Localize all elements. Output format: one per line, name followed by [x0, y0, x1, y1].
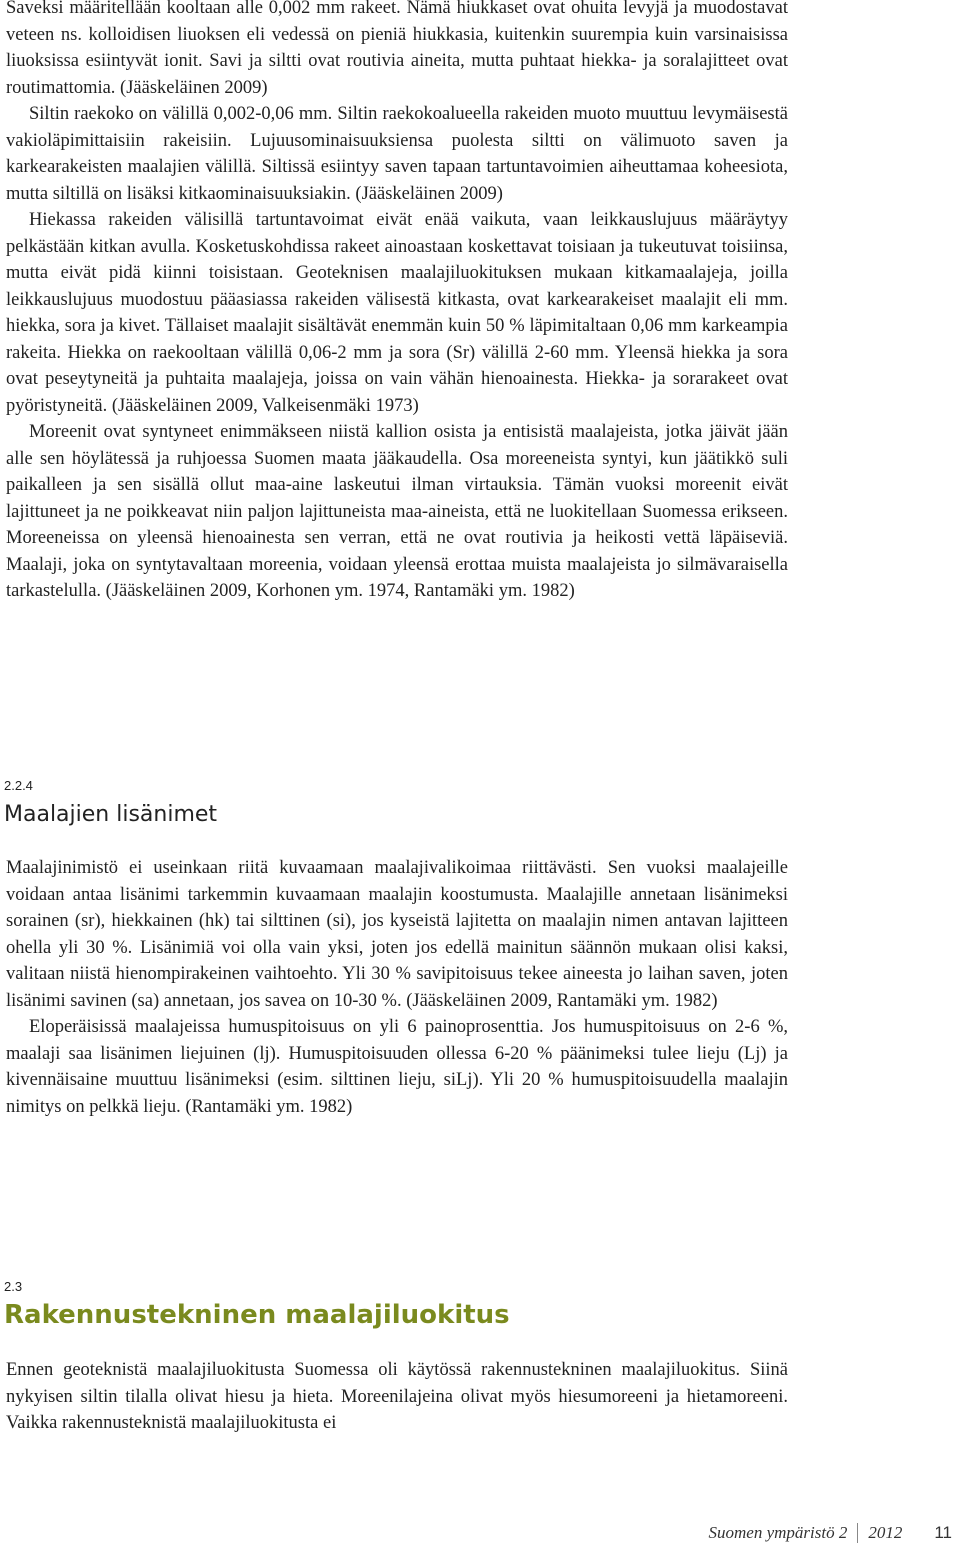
body-text-section-2-2-4	[6, 855, 788, 1120]
section-number-2-2-4: 2.2.4	[4, 778, 33, 793]
paragraph-eloperaiset: Eloperäisissä maalajeissa humuspitoisuus on yli 6 painoprosenttia. Jos humuspitoisuus on 2-6 %, maalaji saa lisänimen liejuinen (lj). Humuspitoisuuden ollessa 6-20 % päänimeksi tulee lieju (Lj) ja kivennäisaine muuttuu lisänimeksi (esim. silttinen lieju, siLj). Yli 20 % humuspitoisuudella maalajin nimitys on pelkkä lieju. (Rantamäki ym. 1982)	[6, 1017, 788, 1117]
paragraph-moraine: Moreenit ovat syntyneet enimmäkseen niistä kallion osista ja entisistä maalajeista, jotka jäivät jään alle sen höylätessä ja ruhjoessa Suomen maata jääkaudella. Osa moreeneista syntyi, kun jäätikkö suli paikalleen ja sen sisällä ollut maa-aine laskeutui ilman virtauksia. Tämän vuoksi moreenit eivät lajittuneet ja ne poikkeavat niin paljon lajittuneista maa-aineista, että ne luokitellaan Suomessa erikseen. Moreeneissa on yleensä hienoainesta sen verran, että ne ovat routivia ja heikosti vettä läpäiseviä. Maalaji, joka on syntytavaltaan moreenia, voidaan yleensä erottaa muista maalajeista jo silmävaraisella tarkastelulla. (Jääskeläinen 2009, Korhonen ym. 1974, Rantamäki ym. 1982)	[6, 422, 788, 601]
section-heading-rakennustekninen: Rakennustekninen maalajiluokitus	[4, 1300, 510, 1330]
footer-publication: Suomen ympäristö 2	[708, 1523, 848, 1542]
section-heading-maalajien-lisanimet: Maalajien lisänimet	[4, 802, 218, 827]
paragraph-silt: Siltin raekoko on välillä 0,002-0,06 mm. Siltin raekokoalueella rakeiden muoto muuttuu levymäisestä vakioläpimittaisiin rakeisiin. Lujuusominaisuuksiensa puolesta siltti on välimuoto saven ja karkearakeisten maalajien välillä. Siltissä esiintyy saven tapaan tartuntavoimien aiheuttamaa koheesiota, mutta siltillä on lisäksi kitkaominaisuuksiakin. (Jääskeläinen 2009)	[6, 104, 788, 204]
footer-year: 2012	[868, 1523, 903, 1542]
page-footer	[709, 1523, 952, 1543]
paragraph-rakennustekninen: Ennen geoteknistä maalajiluokitusta Suomessa oli käytössä rakennustekninen maalajiluokitus. Siinä nykyisen siltin tilalla olivat hiesu ja hieta. Moreenilajeina olivat myös hiesumoreeni ja hietamoreeni. Vaikka rakennusteknistä maalajiluokitusta ei	[6, 1360, 788, 1433]
footer-separator	[857, 1523, 858, 1543]
footer-page-number: 11	[934, 1523, 952, 1542]
paragraph-sand: Hiekassa rakeiden välisillä tartuntavoimat eivät enää vaikuta, vaan leikkauslujuus määräytyy pelkästään kitkan avulla. Kosketuskohdissa rakeet ainoastaan koskettavat toisiaan ja tukeutuvat toisiinsa, mutta eivät pidä kiinni toisistaan. Geoteknisen maalajiluokituksen mukaan kitkamaalajeja, joilla leikkauslujuus muodostuu pääasiassa rakeiden välisestä kitkasta, ovat karkearakeiset maalajit eli mm. hiekka, sora ja kivet. Tällaiset maalajit sisältävät enemmän kuin 50 % läpimitaltaan 0,06 mm karkeampia rakeita. Hiekka on raekooltaan välillä 0,06-2 mm ja sora (Sr) välillä 2-60 mm. Yleensä hiekka ja sora ovat peseytyneitä ja puhtaita maalajeja, joissa on vain vähän hienoainesta. Hiekka- ja sorarakeet ovat pyöristyneitä. (Jääskeläinen 2009, Valkeisenmäki 1973)	[6, 210, 788, 416]
body-text-section-2-3	[6, 1357, 788, 1437]
paragraph-lisanimet: Maalajinimistö ei useinkaan riitä kuvaamaan maalajivalikoimaa riittävästi. Sen vuoksi maalajeille voidaan antaa lisänimi tarkemmin kuvaamaan maalajin koostumusta. Maalajille annetaan lisänimeksi sorainen (sr), hiekkainen (hk) tai silttinen (si), jos kyseistä lajitetta on maalajin nimen antavan lajitteen ohella yli 30 %. Lisänimiä voi olla vain yksi, joten jos edellä mainitun säännön mukaan olisi kaksi, valitaan niistä hienompirakeinen vaihtoehto. Yli 30 % savipitoisuus tekee aineesta jo laihan saven, joten lisänimi savinen (sa) annetaan, jos savea on 10-30 %. (Jääskeläinen 2009, Rantamäki ym. 1982)	[6, 858, 788, 1011]
body-text-top	[6, 0, 788, 605]
section-number-2-3: 2.3	[4, 1279, 23, 1294]
paragraph-clay: Saveksi määritellään kooltaan alle 0,002 mm rakeet. Nämä hiukkaset ovat ohuita levyjä ja muodostavat veteen ns. kolloidisen liuoksen eli vedessä on pieniä hiukkasia, kuitenkin suurempia kuin varsinaisissa liuoksissa esiintyvät ionit. Savi ja siltti ovat routivia aineita, mutta puhtaat hiekka- ja soralajitteet ovat routimattomia. (Jääskeläinen 2009)	[6, 0, 788, 98]
